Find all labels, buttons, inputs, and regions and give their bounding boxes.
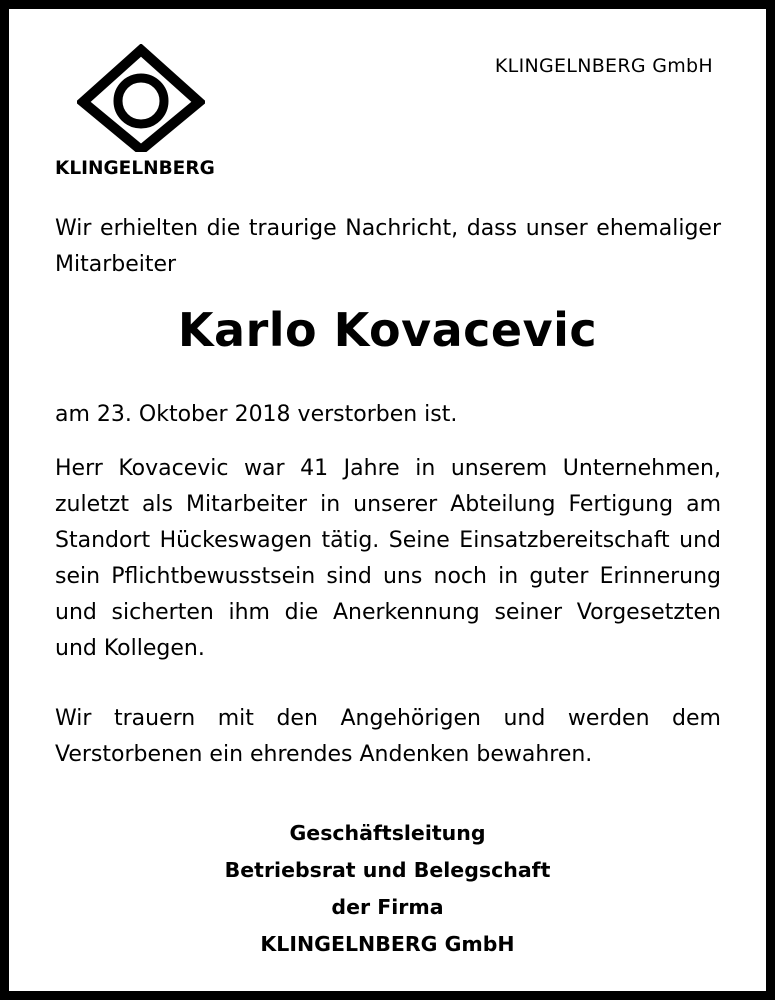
signature-block [9,815,766,963]
intro-text: Wir erhielten die traurige Nachricht, dass unser ehemaliger Mitarbeiter [55,216,721,277]
signature-line-works-council: Betriebsrat und Belegschaft [224,858,551,882]
biography-text: Herr Kovacevic war 41 Jahre in unserem Unternehmen, zuletzt als Mitarbeiter in unserer Abteilung Fertigung am Standort Hückeswagen tätig. Seine Einsatzbereitschaft und sein Pflichtbewusstsein sind uns noch in guter Erinnerung und sicherten ihm die Anerkennung seiner Vorgesetzten und Kollegen. [55,456,721,661]
signature-line-management: Geschäftsleitung [289,821,486,845]
diamond-circle-logo-icon [77,44,205,152]
company-logo [55,44,225,179]
signature-line-company-label: der Firma [331,895,444,919]
death-statement: am 23. Oktober 2018 verstorben ist. [55,402,458,427]
deceased-name: Karlo Kovacevic [177,303,598,357]
logo-wordmark: KLINGELNBERG [55,158,215,179]
company-name-header: KLINGELNBERG GmbH [494,55,713,77]
signature-line-company-name: KLINGELNBERG GmbH [260,932,515,956]
mourning-text: Wir trauern mit den Angehörigen und werden dem Verstorbenen ein ehrendes Andenken bewahren. [55,706,721,767]
